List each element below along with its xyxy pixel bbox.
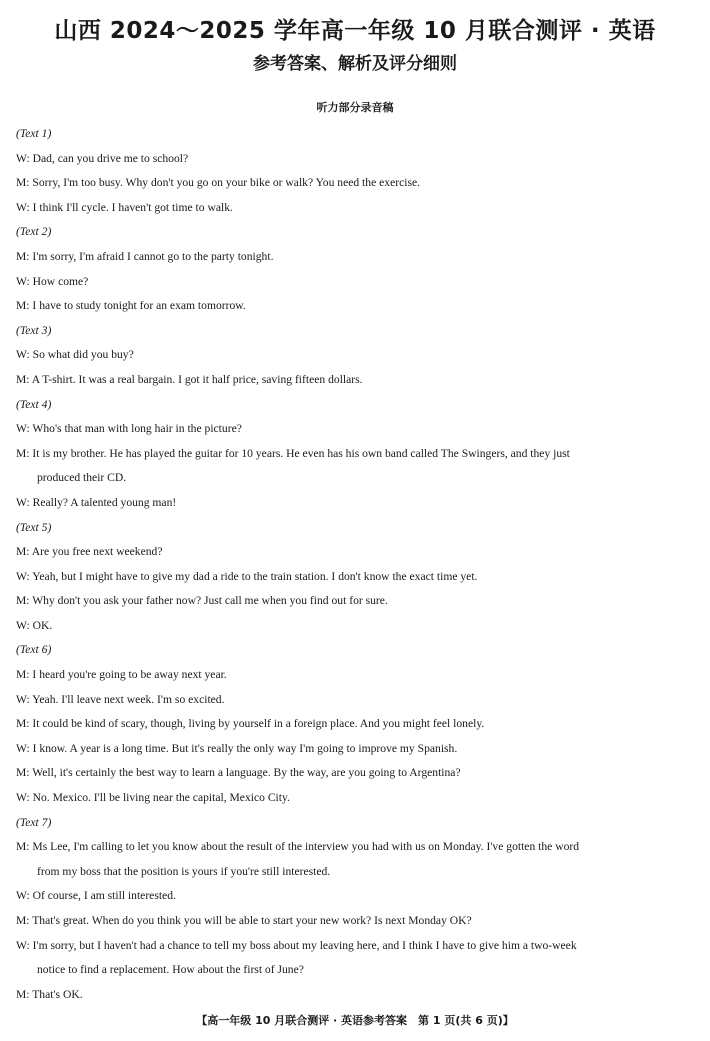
transcript-line: M: Why don't you ask your father now? Just call me when you find out for sure. (16, 594, 388, 608)
transcript-line: W: Yeah. I'll leave next week. I'm so excited. (16, 692, 225, 706)
transcript-line: M: I'm sorry, I'm afraid I cannot go to the party tonight. (16, 249, 274, 263)
transcript-line: M: I heard you're going to be away next year. (16, 668, 227, 682)
text-label: (Text 4) (16, 397, 52, 411)
document-title: 山西 2024～2025 学年高一年级 10 月联合测评 · 英语 (54, 18, 656, 44)
text-label: (Text 6) (16, 643, 52, 657)
transcript-line: W: I'm sorry, but I haven't had a chance to tell my boss about my leaving here, and I think I have to give him a two-week (16, 938, 577, 952)
transcript-line: produced their CD. (37, 471, 127, 485)
transcript-line: W: Dad, can you drive me to school? (16, 151, 189, 165)
section-heading: 听力部分录音稿 (316, 101, 394, 114)
transcript-line: M: That's OK. (16, 987, 83, 1001)
transcript-line: M: It could be kind of scary, though, living by yourself in a foreign place. And you might feel lonely. (16, 717, 485, 731)
transcript-line: M: Are you free next weekend? (16, 545, 163, 559)
document-subtitle: 参考答案、解析及评分细则 (253, 54, 457, 74)
transcript-line: W: So what did you buy? (16, 348, 134, 362)
transcript-line: notice to find a replacement. How about the first of June? (37, 963, 304, 977)
text-label: (Text 1) (16, 127, 52, 140)
transcript-body (16, 122, 702, 1007)
transcript-line: W: I know. A year is a long time. But it's really the only way I'm going to improve my Spanish. (16, 741, 458, 755)
transcript-line: M: A T-shirt. It was a real bargain. I got it half price, saving fifteen dollars. (16, 372, 363, 386)
transcript-line: W: How come? (16, 274, 89, 288)
text-label: (Text 7) (16, 815, 52, 829)
transcript-line: M: It is my brother. He has played the guitar for 10 years. He even has his own band called The Swingers, and they just (16, 446, 570, 460)
transcript-line: from my boss that the position is yours if you're still interested. (37, 864, 331, 878)
transcript-line: M: That's great. When do you think you will be able to start your new work? Is next Monday OK? (16, 914, 472, 927)
transcript-line: W: OK. (16, 618, 53, 632)
transcript-line: W: Who's that man with long hair in the picture? (16, 422, 242, 436)
transcript-line: W: Yeah, but I might have to give my dad a ride to the train station. I don't know the exact time yet. (16, 569, 478, 583)
text-label: (Text 2) (16, 225, 52, 239)
transcript-line: W: Of course, I am still interested. (16, 889, 176, 903)
transcript-line: M: Ms Lee, I'm calling to let you know about the result of the interview you had with us on Monday. I've gotten the word (16, 840, 580, 854)
page-footer: 【高一年级 10 月联合测评 · 英语参考答案 第 1 页(共 6 页)】 (196, 1014, 514, 1027)
transcript-line: W: Really? A talented young man! (16, 495, 177, 509)
transcript-line: M: Sorry, I'm too busy. Why don't you go on your bike or walk? You need the exercise. (16, 176, 420, 190)
transcript-line: M: I have to study tonight for an exam tomorrow. (16, 299, 246, 313)
text-label: (Text 3) (16, 323, 52, 337)
transcript-line: W: I think I'll cycle. I haven't got time to walk. (16, 200, 233, 214)
transcript-line: W: No. Mexico. I'll be living near the capital, Mexico City. (16, 791, 290, 805)
text-label: (Text 5) (16, 520, 52, 534)
transcript-line: M: Well, it's certainly the best way to learn a language. By the way, are you going to Argentina? (16, 766, 461, 780)
